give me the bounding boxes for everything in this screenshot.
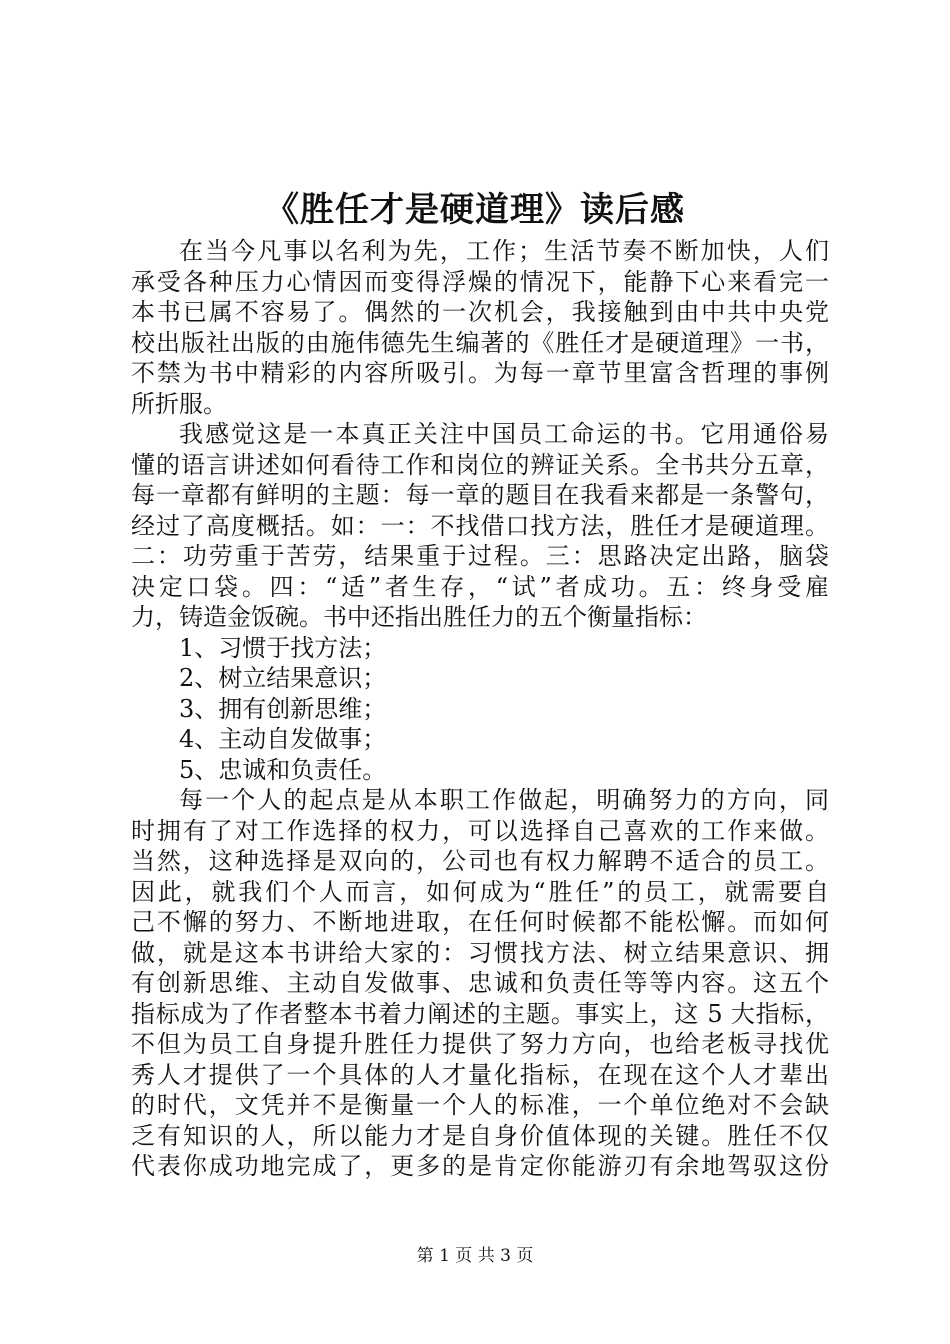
text-line: 懂的语言讲述如何看待工作和岗位的辨证关系。全书共分五章，: [131, 450, 829, 479]
text-line: 的时代，文凭并不是衡量一个人的标准，一个单位绝对不会缺: [131, 1091, 829, 1119]
text-line: 不但为员工自身提升胜任力提供了努力方向，也给老板寻找优: [131, 1030, 829, 1058]
list-item: 3、拥有创新思维；: [179, 694, 387, 723]
text-line: 时拥有了对工作选择的权力，可以选择自己喜欢的工作来做。: [131, 816, 829, 845]
text-line: 当然，这种选择是双向的，公司也有权力解聘不适合的员工。: [131, 847, 829, 875]
text-line: 指标成为了作者整本书着力阐述的主题。事实上，这 5 大指标，: [131, 999, 829, 1028]
text-line: 力，铸造金饭碗。书中还指出胜任力的五个衡量指标：: [131, 603, 707, 631]
text-line: 校出版社出版的由施伟德先生编著的《胜任才是硬道理》一书，: [131, 328, 829, 357]
list-item: 5、忠诚和负责任。: [179, 755, 387, 784]
text-line: 经过了高度概括。如：一：不找借口找方法，胜任才是硬道理。: [131, 511, 829, 540]
text-line: 因此，就我们个人而言，如何成为“胜任”的员工，就需要自: [131, 877, 829, 906]
text-line: 在当今凡事以名利为先，工作；生活节奏不断加快，人们: [179, 237, 829, 265]
text-line: 二：功劳重于苦劳，结果重于过程。三：思路决定出路，脑袋: [131, 542, 829, 570]
text-line: 有创新思维、主动自发做事、忠诚和负责任等等内容。这五个: [131, 969, 829, 997]
text-line: 乏有知识的人，所以能力才是自身价值体现的关键。胜任不仅: [131, 1121, 829, 1150]
text-line: 本书已属不容易了。偶然的一次机会，我接触到由中共中央党: [131, 298, 829, 326]
text-line: 承受各种压力心情因而变得浮燥的情况下，能静下心来看完一: [131, 267, 829, 296]
text-line: 所折服。: [131, 389, 227, 418]
text-line: 决定口袋。四：“适”者生存，“试”者成功。五：终身受雇: [131, 572, 829, 601]
text-line: 己不懈的努力、不断地进取，在任何时候都不能松懈。而如何: [131, 908, 829, 936]
text-line: 每一章都有鲜明的主题：每一章的题目在我看来都是一条警句，: [131, 481, 829, 509]
text-line: 做，就是这本书讲给大家的：习惯找方法、树立结果意识、拥: [131, 938, 829, 967]
document-title: 《胜任才是硬道理》读后感: [265, 190, 685, 230]
text-line: 每一个人的起点是从本职工作做起，明确努力的方向，同: [179, 786, 829, 814]
text-line: 代表你成功地完成了，更多的是肯定你能游刃有余地驾驭这份: [131, 1152, 829, 1180]
text-line: 秀人才提供了一个具体的人才量化指标，在现在这个人才辈出: [131, 1060, 829, 1089]
text-line: 我感觉这是一本真正关注中国员工命运的书。它用通俗易: [179, 420, 829, 448]
document-body: [131, 236, 829, 1182]
page-footer: 第 1 页 共 3 页: [416, 1246, 534, 1266]
text-line: 不禁为书中精彩的内容所吸引。为每一章节里富含哲理的事例: [131, 359, 829, 387]
list-item: 4、主动自发做事；: [179, 725, 387, 753]
list-item: 2、树立结果意识；: [179, 664, 387, 692]
list-item: 1、习惯于找方法；: [179, 633, 387, 662]
